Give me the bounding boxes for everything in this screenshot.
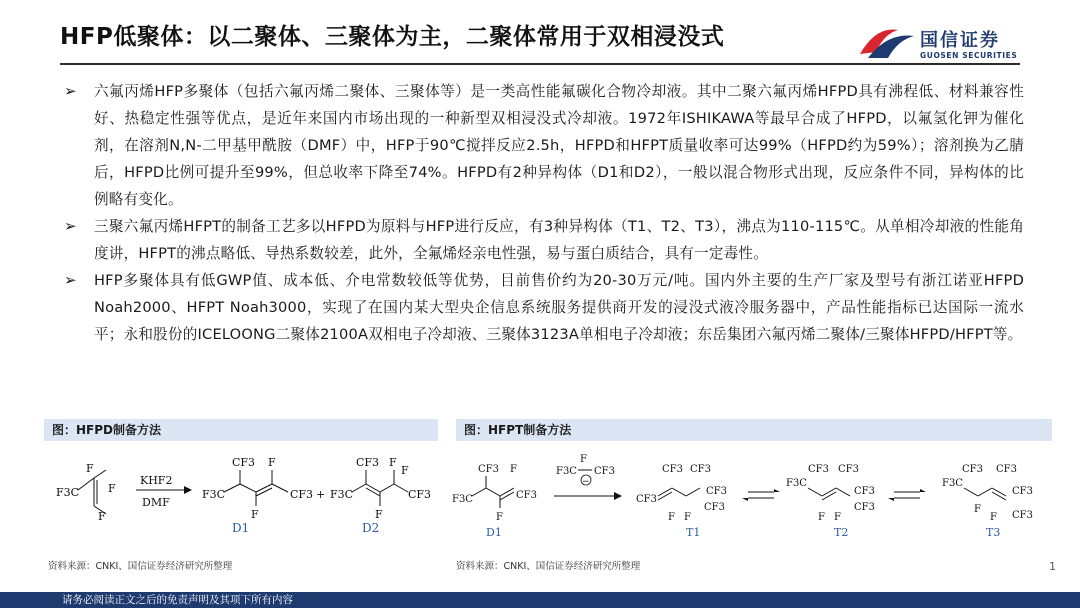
logo-text-en: GUOSEN SECURITIES bbox=[920, 51, 1018, 60]
chem-label: F bbox=[834, 512, 841, 523]
chem-label: CF3 bbox=[1012, 510, 1033, 521]
bullet-text: HFP多聚体具有低GWP值、成本低、介电常数较低等优势，目前售价约为20-30万元/吨。国内外主要的生产厂家及型号有浙江诺亚HFPD Noah2000、HFPT Noah3000，实现了在国内某大型央企信息系统服务提供商开发的浸没式液冷服务器中，产品性能指标已达国际一流水平；永和股份的ICELOONG二聚体2100A双相电子冷却液、三聚体3123A单相电子冷却液；东岳集团六氟丙烯二聚体/三聚体HFPD/HFPT等。 bbox=[94, 272, 1024, 343]
chem-label: F bbox=[974, 504, 981, 515]
header-divider bbox=[60, 63, 1020, 65]
chem-label: F bbox=[496, 512, 503, 523]
chem-label: CF3 bbox=[838, 464, 859, 475]
reagent-bottom: DMF bbox=[142, 496, 170, 509]
chem-label: F bbox=[668, 512, 675, 523]
chem-label: F bbox=[98, 510, 106, 523]
chem-label: CF3 bbox=[996, 464, 1017, 475]
chem-label: CF3 bbox=[290, 488, 314, 501]
company-logo bbox=[858, 22, 1058, 64]
hfpt-reaction-scheme bbox=[446, 448, 1056, 548]
figure-caption-hfpd: 图：HFPD制备方法 bbox=[44, 419, 438, 441]
chem-label: F bbox=[389, 456, 397, 469]
isomer-label-d1: D1 bbox=[486, 526, 502, 539]
chem-label: CF3 bbox=[408, 488, 432, 501]
chem-label: F bbox=[251, 508, 259, 521]
bullet-item bbox=[62, 213, 1024, 267]
figure-source-right: 资料来源：CNKI、国信证券经济研究所整理 bbox=[456, 561, 641, 572]
chem-label: F bbox=[990, 512, 997, 523]
chem-label: CF3 bbox=[594, 466, 615, 477]
bullet-list bbox=[62, 78, 1024, 348]
chem-label: F bbox=[580, 454, 587, 465]
footer-bar bbox=[0, 592, 1080, 608]
logo-mark-icon bbox=[858, 22, 918, 62]
chem-label: F bbox=[510, 464, 517, 475]
arrow-bullet-icon: ➢ bbox=[64, 82, 77, 100]
chem-label: CF3 bbox=[706, 486, 727, 497]
logo-text-cn: 国信证券 bbox=[920, 30, 1000, 51]
chem-label: F bbox=[375, 508, 383, 521]
chem-label: CF3 bbox=[704, 502, 725, 513]
anion-charge: − bbox=[582, 477, 590, 487]
plus-sign: + bbox=[316, 488, 326, 501]
isomer-label-t3: T3 bbox=[986, 526, 1001, 539]
figure-caption-hfpt: 图：HFPT制备方法 bbox=[456, 419, 1052, 441]
chem-label: F bbox=[108, 482, 116, 495]
chem-label: CF3 bbox=[808, 464, 829, 475]
chem-label: F bbox=[86, 462, 94, 475]
bullet-item bbox=[62, 78, 1024, 213]
hfpd-reaction-scheme bbox=[44, 448, 444, 548]
chem-label: F3C bbox=[202, 488, 226, 501]
chem-label: F3C bbox=[942, 478, 963, 489]
chem-label: F bbox=[818, 512, 825, 523]
chem-label: F bbox=[684, 512, 691, 523]
page-title: HFP低聚体：以二聚体、三聚体为主，二聚体常用于双相浸没式 bbox=[60, 24, 725, 50]
disclaimer-text: 请务必阅读正文之后的免责声明及其项下所有内容 bbox=[62, 594, 293, 606]
bullet-text: 三聚六氟丙烯HFPT的制备工艺多以HFPD为原料与HFP进行反应，有3种异构体（T1、T2、T3），沸点为110-115℃。从单相冷却液的性能角度讲，HFPT的沸点略低、导热系数较差，此外，全氟烯烃亲电性强，易与蛋白质结合，具有一定毒性。 bbox=[94, 218, 1024, 262]
chem-label: F3C bbox=[330, 488, 354, 501]
isomer-label-d2: D2 bbox=[362, 521, 380, 535]
arrow-bullet-icon: ➢ bbox=[64, 271, 77, 289]
isomer-label-t1: T1 bbox=[686, 526, 701, 539]
isomer-label-t2: T2 bbox=[834, 526, 849, 539]
bullet-text: 六氟丙烯HFP多聚体（包括六氟丙烯二聚体、三聚体等）是一类高性能氟碳化合物冷却液。其中二聚六氟丙烯HFPD具有沸程低、材料兼容性好、热稳定性强等优点，是近年来国内市场出现的一种新型双相浸没式冷却液。1972年ISHIKAWA等最早合成了HFPD，以氟氢化钾为催化剂，在溶剂N,N-二甲基甲酰胺（DMF）中，HFP于90℃搅拌反应2.5h，HFPD和HFPT质量收率可达99%（HFPD约为59%）；溶剂换为乙腈后，HFPD比例可提升至99%，但总收率下降至74%。HFPD有2种异构体（D1和D2），一般以混合物形式出现，反应条件不同，异构体的比例略有变化。 bbox=[94, 83, 1024, 208]
chem-label: F3C bbox=[452, 494, 473, 505]
chem-label: CF3 bbox=[516, 490, 537, 501]
arrow-bullet-icon: ➢ bbox=[64, 217, 77, 235]
chem-label: CF3 bbox=[662, 464, 683, 475]
chem-label: F3C bbox=[786, 478, 807, 489]
page-number: 1 bbox=[1049, 560, 1056, 573]
bullet-item bbox=[62, 267, 1024, 348]
chem-label: F3C bbox=[56, 486, 80, 499]
chem-label: CF3 bbox=[962, 464, 983, 475]
chem-label: F bbox=[401, 464, 409, 477]
figure-source-left: 资料来源：CNKI、国信证券经济研究所整理 bbox=[48, 561, 233, 572]
isomer-label-d1: D1 bbox=[232, 521, 250, 535]
chem-label: CF3 bbox=[854, 486, 875, 497]
chem-label: CF3 bbox=[478, 464, 499, 475]
chem-label: CF3 bbox=[854, 502, 875, 513]
chem-label: F3C bbox=[556, 466, 577, 477]
chem-label: CF3 bbox=[690, 464, 711, 475]
chem-label: CF3 bbox=[636, 494, 657, 505]
chem-label: CF3 bbox=[1012, 486, 1033, 497]
chem-label: CF3 bbox=[356, 456, 380, 469]
reagent-top: KHF2 bbox=[140, 474, 173, 487]
chem-label: F bbox=[268, 456, 276, 469]
chem-label: CF3 bbox=[232, 456, 256, 469]
